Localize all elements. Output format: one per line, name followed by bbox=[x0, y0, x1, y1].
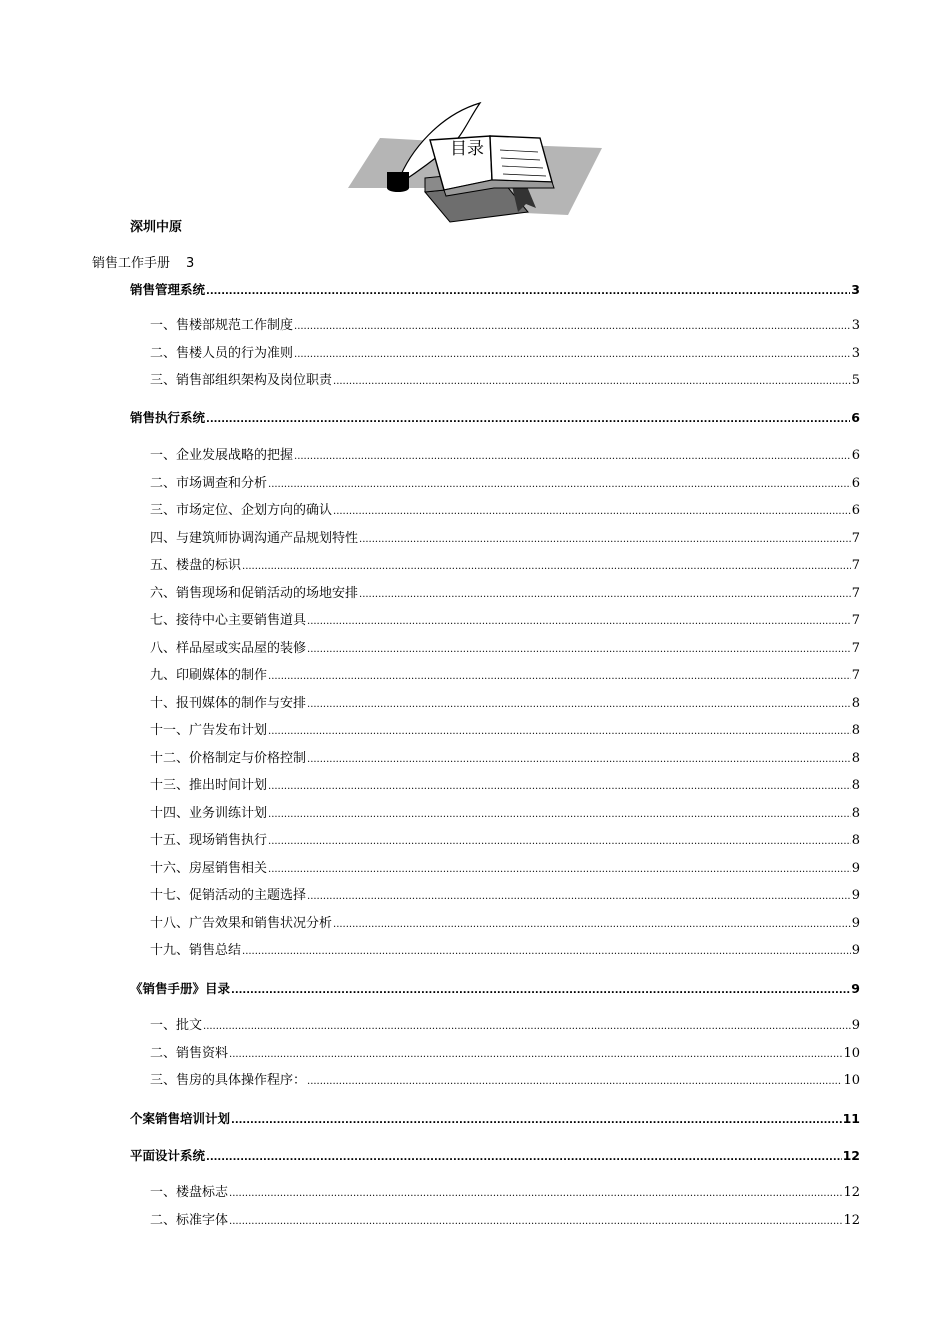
toc-entry[interactable]: 二、销售资料 ..... 10 bbox=[150, 1045, 860, 1063]
toc-entry[interactable]: 五、楼盘的标识 ..... 7 bbox=[150, 557, 860, 575]
dot-leader bbox=[231, 1110, 842, 1128]
toc-entry[interactable]: 十三、推出时间计划 ..... 8 bbox=[150, 777, 860, 795]
toc-entry[interactable]: 平面设计系统 ..... 12 bbox=[130, 1147, 860, 1165]
toc-entry[interactable]: 一、售楼部规范工作制度 ..... 3 bbox=[150, 317, 860, 335]
dot-leader bbox=[206, 281, 850, 299]
dot-leader bbox=[242, 942, 851, 960]
toc-entry[interactable]: 二、市场调查和分析 ..... 6 bbox=[150, 475, 860, 493]
toc-entry[interactable]: 十五、现场销售执行 ..... 8 bbox=[150, 832, 860, 850]
toc-entry[interactable]: 十一、广告发布计划 ..... 8 bbox=[150, 722, 860, 740]
logo-title: 目录 bbox=[450, 139, 484, 159]
toc-entry[interactable]: 销售管理系统 ..... 3 bbox=[130, 281, 860, 299]
company-name: 深圳中原 bbox=[130, 220, 183, 235]
toc-entry[interactable]: 十七、促销活动的主题选择 ..... 9 bbox=[150, 887, 860, 905]
toc-entry[interactable]: 一、批文 ..... 9 bbox=[150, 1017, 860, 1035]
dot-leader bbox=[294, 447, 851, 465]
dot-leader bbox=[231, 980, 850, 998]
manual-title-text: 销售工作手册 bbox=[92, 256, 171, 271]
dot-leader bbox=[242, 557, 851, 575]
dot-leader bbox=[359, 585, 851, 603]
dot-leader bbox=[268, 805, 851, 823]
toc-entry[interactable]: 十、报刊媒体的制作与安排 ..... 8 bbox=[150, 695, 860, 713]
dot-leader bbox=[294, 317, 851, 335]
dot-leader bbox=[268, 777, 851, 795]
toc-entry[interactable]: 三、销售部组织架构及岗位职责 ..... 5 bbox=[150, 372, 860, 390]
toc-entry[interactable]: 三、售房的具体操作程序： ..... 10 bbox=[150, 1072, 860, 1090]
toc-entry[interactable]: 十二、价格制定与价格控制 ..... 8 bbox=[150, 750, 860, 768]
dot-leader bbox=[268, 860, 851, 878]
dot-leader bbox=[229, 1184, 842, 1202]
dot-leader bbox=[229, 1045, 842, 1063]
toc-entry[interactable]: 三、市场定位、企划方向的确认 ..... 6 bbox=[150, 502, 860, 520]
toc-entry[interactable]: 一、楼盘标志 ..... 12 bbox=[150, 1184, 860, 1202]
dot-leader bbox=[206, 409, 850, 427]
dot-leader bbox=[268, 475, 851, 493]
toc-entry[interactable]: 销售执行系统 ..... 6 bbox=[130, 409, 860, 427]
dot-leader bbox=[307, 695, 851, 713]
dot-leader bbox=[203, 1017, 851, 1035]
dot-leader bbox=[359, 530, 851, 548]
dot-leader bbox=[294, 345, 851, 363]
dot-leader bbox=[333, 372, 851, 390]
toc-entry[interactable]: 一、企业发展战略的把握 ..... 6 bbox=[150, 447, 860, 465]
dot-leader bbox=[307, 887, 851, 905]
toc-entry[interactable]: 十八、广告效果和销售状况分析 ..... 9 bbox=[150, 915, 860, 933]
dot-leader bbox=[206, 1147, 842, 1165]
toc-entry[interactable]: 八、样品屋或实品屋的装修 ..... 7 bbox=[150, 640, 860, 658]
dot-leader bbox=[307, 612, 851, 630]
toc-entry[interactable]: 四、与建筑师协调沟通产品规划特性 ..... 7 bbox=[150, 530, 860, 548]
dot-leader bbox=[268, 722, 851, 740]
toc-entry[interactable]: 六、销售现场和促销活动的场地安排 ..... 7 bbox=[150, 585, 860, 603]
toc-entry[interactable]: 十九、销售总结 ..... 9 bbox=[150, 942, 860, 960]
toc-entry[interactable]: 九、印刷媒体的制作 ..... 7 bbox=[150, 667, 860, 685]
toc-entry[interactable]: 《销售手册》目录 ..... 9 bbox=[130, 980, 860, 998]
dot-leader bbox=[307, 750, 851, 768]
manual-page-number: 3 bbox=[186, 256, 195, 271]
toc-entry[interactable]: 十六、房屋销售相关 ..... 9 bbox=[150, 860, 860, 878]
dot-leader bbox=[229, 1212, 842, 1230]
dot-leader bbox=[333, 915, 851, 933]
toc-entry[interactable]: 十四、业务训练计划 ..... 8 bbox=[150, 805, 860, 823]
toc-entry[interactable]: 二、售楼人员的行为准则 ..... 3 bbox=[150, 345, 860, 363]
toc-entry[interactable]: 二、标准字体 ..... 12 bbox=[150, 1212, 860, 1230]
dot-leader bbox=[268, 667, 851, 685]
dot-leader bbox=[307, 1072, 842, 1090]
dot-leader bbox=[268, 832, 851, 850]
toc-entry[interactable]: 七、接待中心主要销售道具 ..... 7 bbox=[150, 612, 860, 630]
dot-leader bbox=[307, 640, 851, 658]
toc-entry[interactable]: 个案销售培训计划 ..... 11 bbox=[130, 1110, 860, 1128]
dot-leader bbox=[333, 502, 851, 520]
